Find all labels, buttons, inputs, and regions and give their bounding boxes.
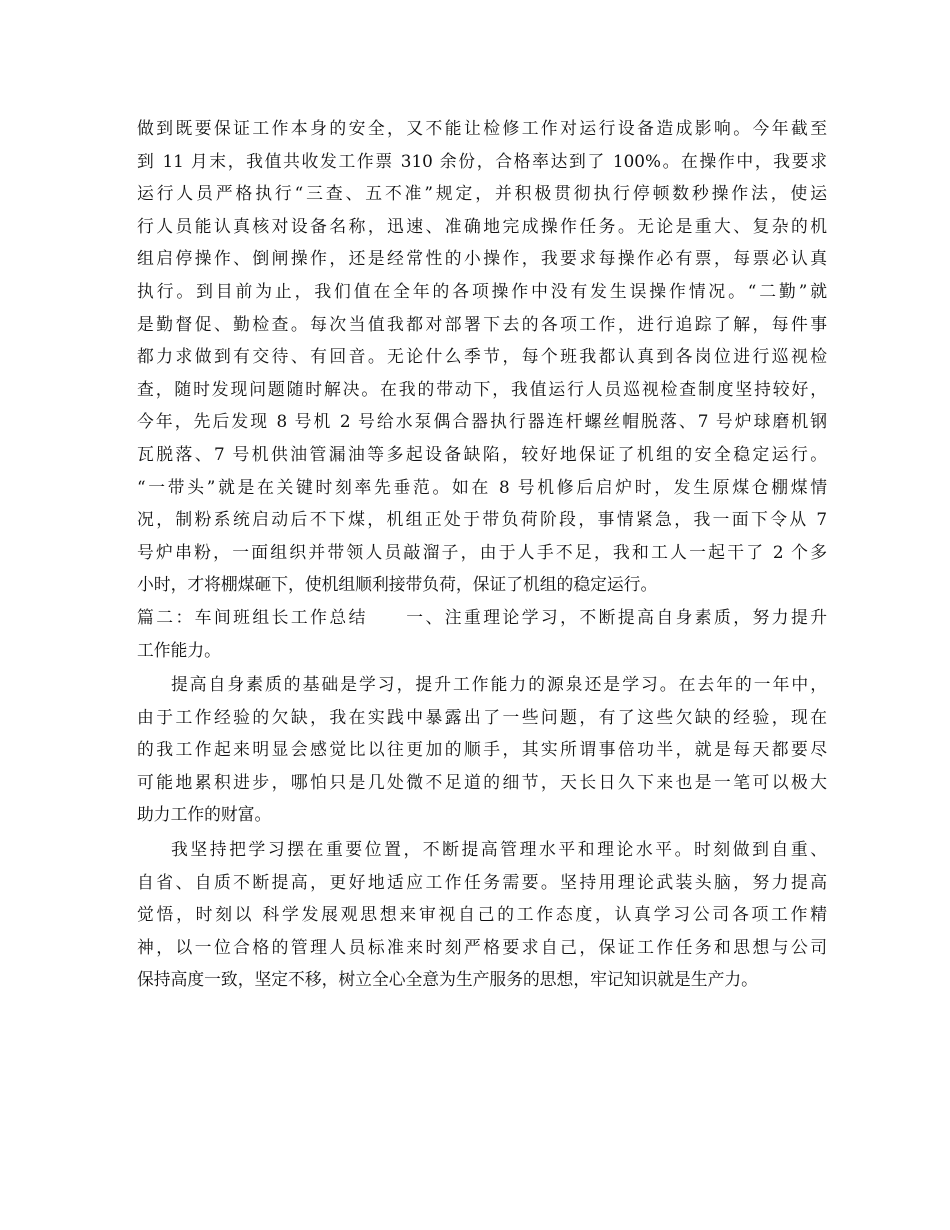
text-line: 可能地累积进步，哪怕只是几处微不足道的细节，天长日久下来也是一笔可以极大 (137, 771, 827, 792)
text-line: 的我工作起来明显会感觉比以往更加的顺手，其实所谓事倍功半，就是每天都要尽 (137, 739, 827, 760)
text-line: 神，以一位合格的管理人员标准来时刻严格要求自己，保证工作任务和思想与公司 (137, 936, 827, 957)
text-line: 都力求做到有交待、有回音。无论什么季节，每个班我都认真到各岗位进行巡视检 (137, 346, 827, 367)
text-line: 查，随时发现问题随时解决。在我的带动下，我值运行人员巡视检查制度坚持较好， (137, 378, 827, 399)
text-line: “一带头”就是在关键时刻率先垂范。如在 8 号机修后启炉时，发生原煤仓棚煤情 (137, 476, 827, 497)
text-line: 今年，先后发现 8 号机 2 号给水泵偶合器执行器连杆螺丝帽脱落、7 号炉球磨机钢 (137, 411, 827, 432)
text-line: 瓦脱落、7 号机供油管漏油等多起设备缺陷，较好地保证了机组的安全稳定运行。 (137, 443, 827, 464)
text-line: 提高自身素质的基础是学习，提升工作能力的源泉还是学习。在去年的一年中， (171, 674, 827, 695)
text-line: 觉悟，时刻以 科学发展观思想来审视自己的工作态度，认真学习公司各项工作精 (137, 904, 827, 925)
text-line: 由于工作经验的欠缺，我在实践中暴露出了一些问题，有了这些欠缺的经验，现在 (137, 706, 827, 727)
document-body (137, 112, 827, 996)
text-line: 况，制粉系统启动后不下煤，机组正处于带负荷阶段，事情紧急，我一面下令从 7 (137, 509, 827, 530)
text-line: 助力工作的财富。 (137, 804, 272, 825)
paragraph (137, 833, 827, 996)
paragraph (137, 668, 827, 831)
text-line: 执行。到目前为止，我们值在全年的各项操作中没有发生误操作情况。“二勤”就 (137, 280, 827, 301)
text-line: 到 11 月末，我值共收发工作票 310 余份，合格率达到了 100%。在操作中，我要求 (137, 150, 827, 171)
paragraph (137, 601, 827, 666)
text-line: 自省、自质不断提高，更好地适应工作任务需要。坚持用理论武装头脑，努力提高 (137, 871, 827, 892)
text-line: 我坚持把学习摆在重要位置，不断提高管理水平和理论水平。时刻做到自重、 (171, 839, 827, 860)
paragraph (137, 112, 827, 601)
text-line: 运行人员严格执行“三查、五不准”规定，并积极贯彻执行停顿数秒操作法，使运 (137, 183, 827, 204)
text-line: 号炉串粉，一面组织并带领人员敲溜子，由于人手不足，我和工人一起干了 2 个多 (137, 541, 827, 562)
text-line: 保持高度一致，坚定不移，树立全心全意为生产服务的思想，牢记知识就是生产力。 (137, 969, 758, 990)
text-line: 篇二：车间班组长工作总结 一、注重理论学习，不断提高自身素质，努力提升 (137, 606, 827, 627)
text-line: 小时，才将棚煤砸下，使机组顺利接带负荷，保证了机组的稳定运行。 (137, 574, 658, 595)
text-line: 做到既要保证工作本身的安全，又不能让检修工作对运行设备造成影响。今年截至 (137, 118, 827, 138)
text-line: 组启停操作、倒闸操作，还是经常性的小操作，我要求每操作必有票，每票必认真 (137, 248, 827, 269)
text-line: 工作能力。 (137, 639, 221, 660)
text-line: 行人员能认真核对设备名称，迅速、准确地完成操作任务。无论是重大、复杂的机 (137, 215, 827, 236)
text-line: 是勤督促、勤检查。每次当值我都对部署下去的各项工作，进行追踪了解，每件事 (137, 313, 827, 334)
